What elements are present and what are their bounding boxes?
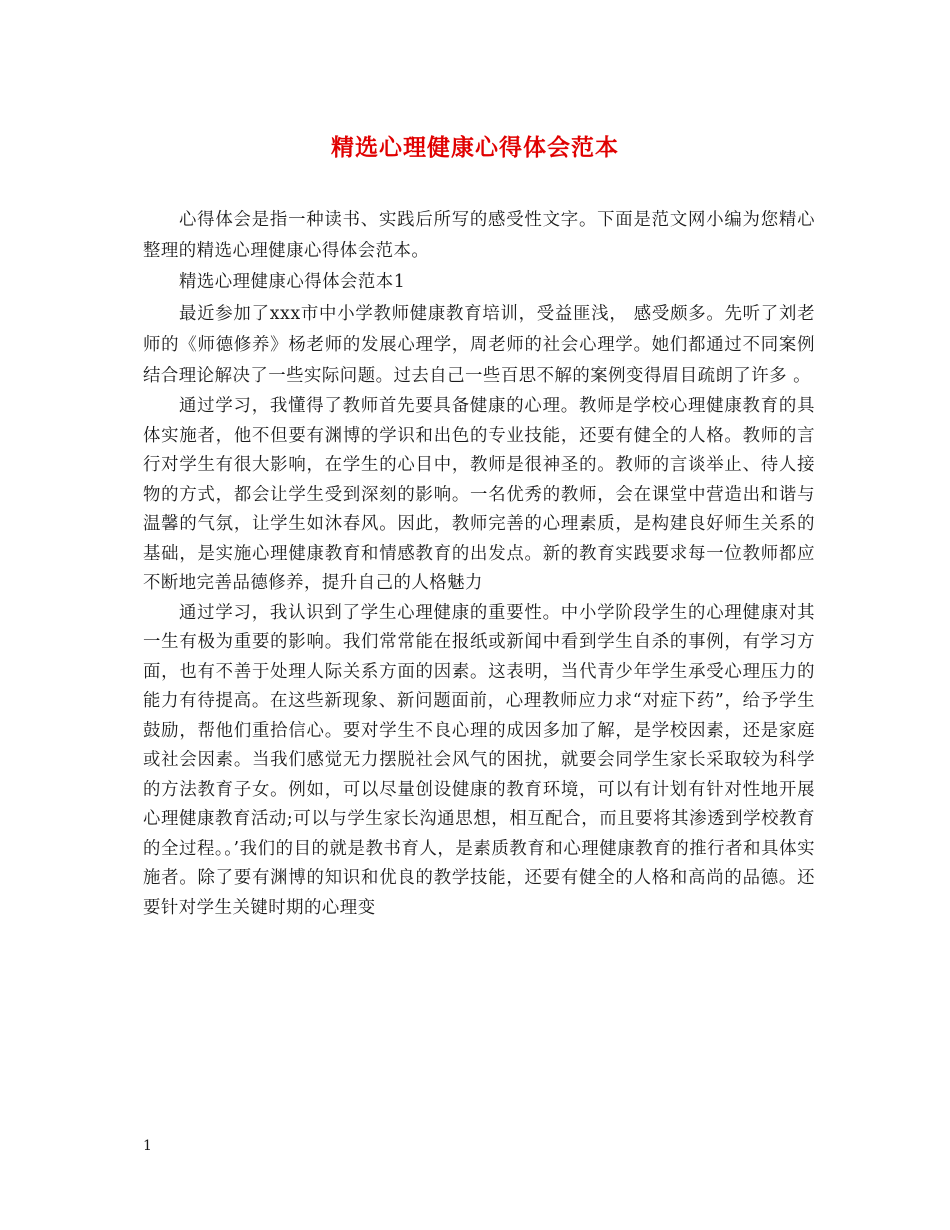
section-heading: 精选心理健康心得体会范本1 [179, 272, 406, 293]
body-paragraph-1: 最近参加了xxx市中小学教师健康教育培训，受益匪浅， 感受颇多。先听了刘老师的《师德修养》杨老师的发展心理学，周老师的社会心理学。她们都通过不同案例结合理论解决了一些实际问题。过去自己一些百思不解的案例变得眉目疏朗了许多 。 [143, 303, 815, 387]
body-paragraph-3: 通过学习，我认识到了学生心理健康的重要性。中小学阶段学生的心理健康对其一生有极为重要的影响。我们常常能在报纸或新闻中看到学生自杀的事例，有学习方面，也有不善于处理人际关系方面的因素。这表明，当代青少年学生承受心理压力的能力有待提高。在这些新现象、新问题面前，心理教师应力求“对症下药”，给予学生鼓励，帮他们重拾信心。要对学生不良心理的成因多加了解，是学校因素，还是家庭或社会因素。当我们感觉无力摆脱社会风气的困扰，就要会同学生家长采取较为科学的方法教育子女。例如，可以尽量创设健康的教育环境，可以有计划有针对性地开展心理健康教育活动;可以与学生家长沟通思想，相互配合，而且要将其渗透到学校教育的全过程。。’我们的目的就是教书育人，是素质教育和心理健康教育的推行者和具体实施者。除了要有渊博的知识和优良的教学技能，还要有健全的人格和高尚的品德。还要针对学生关键时期的心理变 [143, 602, 815, 918]
document-body [143, 205, 815, 923]
document-title: 精选心理健康心得体会范本 [331, 134, 619, 161]
page-number: 1 [143, 1138, 152, 1154]
body-paragraph-2: 通过学习，我懂得了教师首先要具备健康的心理。教师是学校心理健康教育的具体实施者，他不但要有渊博的学识和出色的专业技能，还要有健全的人格。教师的言行对学生有很大影响，在学生的心目中，教师是很神圣的。教师的言谈举止、待人接物的方式，都会让学生受到深刻的影响。一名优秀的教师，会在课堂中营造出和谐与温馨的气氛，让学生如沐春风。因此，教师完善的心理素质，是构建良好师生关系的基础，是实施心理健康教育和情感教育的出发点。新的教育实践要求每一位教师都应不断地完善品德修养，提升自己的人格魅力 [143, 396, 815, 594]
intro-paragraph: 心得体会是指一种读书、实践后所写的感受性文字。下面是范文网小编为您精心整理的精选心理健康心得体会范本。 [143, 210, 815, 262]
